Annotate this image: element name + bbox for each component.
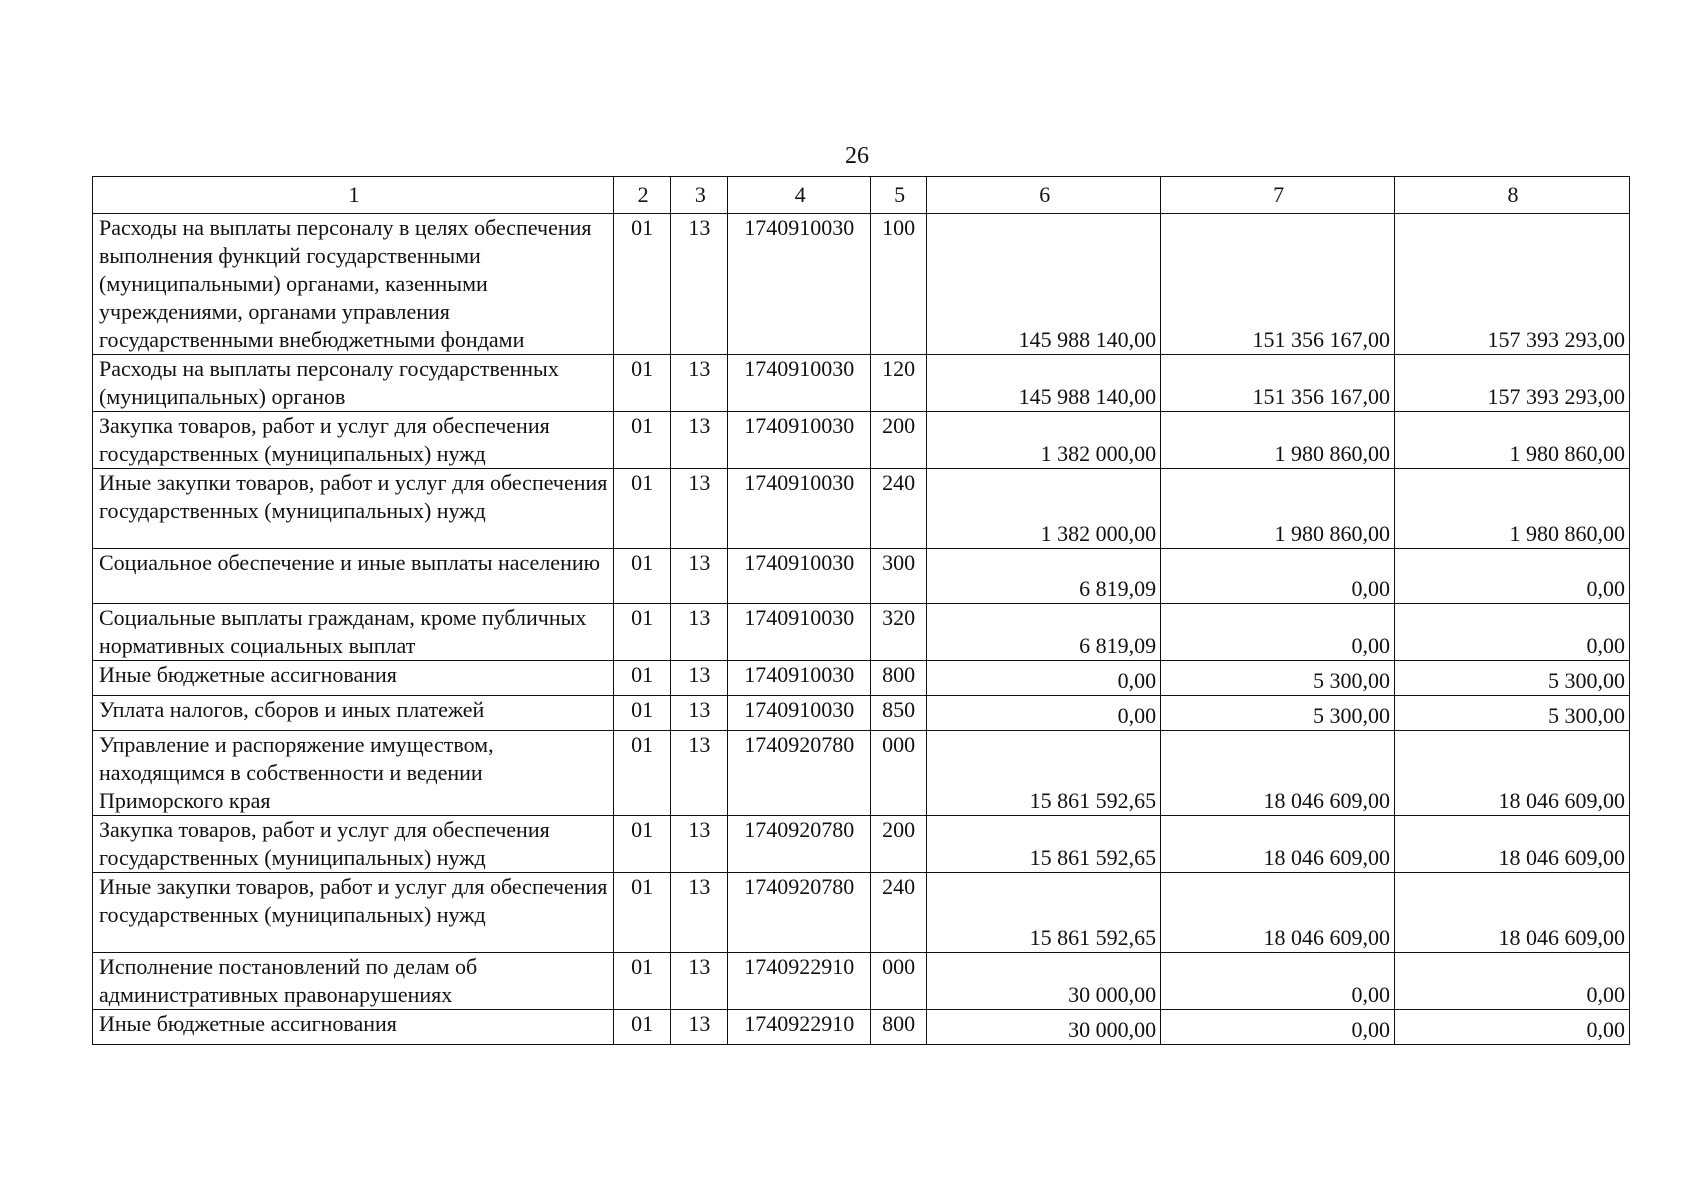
table-row [93,1010,1630,1045]
header-col-3: 3 [671,177,728,214]
header-col-8: 8 [1395,177,1630,214]
row-expense-type: 000 [871,953,927,1010]
row-name: Управление и распоряжение имуществом, находящимся в собственности и ведении Приморского края [93,731,614,816]
row-target-article: 1740922910 [728,1010,871,1045]
row-amount-6: 6 819,09 [927,604,1161,661]
row-section: 01 [614,873,671,953]
table-row [93,604,1630,661]
row-section: 01 [614,412,671,469]
row-amount-6: 30 000,00 [927,953,1161,1010]
header-col-1: 1 [93,177,614,214]
row-target-article: 1740910030 [728,214,871,355]
header-col-6: 6 [927,177,1161,214]
row-target-article: 1740920780 [728,816,871,873]
row-subsection: 13 [671,412,728,469]
row-amount-8: 18 046 609,00 [1395,873,1630,953]
row-section: 01 [614,1010,671,1045]
row-amount-8: 18 046 609,00 [1395,731,1630,816]
row-amount-8: 1 980 860,00 [1395,412,1630,469]
row-expense-type: 200 [871,816,927,873]
table-row [93,355,1630,412]
row-amount-6: 30 000,00 [927,1010,1161,1045]
row-amount-7: 0,00 [1161,549,1395,604]
row-section: 01 [614,549,671,604]
table-row [93,953,1630,1010]
row-subsection: 13 [671,953,728,1010]
row-target-article: 1740910030 [728,355,871,412]
row-target-article: 1740910030 [728,696,871,731]
row-section: 01 [614,469,671,549]
row-name: Иные закупки товаров, работ и услуг для обеспечения государственных (муниципальных) нужд [93,873,614,953]
row-section: 01 [614,953,671,1010]
row-expense-type: 800 [871,1010,927,1045]
row-subsection: 13 [671,731,728,816]
row-target-article: 1740910030 [728,412,871,469]
row-section: 01 [614,731,671,816]
row-amount-7: 5 300,00 [1161,661,1395,696]
row-name: Расходы на выплаты персоналу государственных (муниципальных) органов [93,355,614,412]
row-section: 01 [614,604,671,661]
table-row [93,696,1630,731]
row-expense-type: 300 [871,549,927,604]
row-amount-7: 0,00 [1161,953,1395,1010]
row-amount-8: 0,00 [1395,953,1630,1010]
row-target-article: 1740920780 [728,731,871,816]
row-amount-7: 151 356 167,00 [1161,214,1395,355]
row-section: 01 [614,355,671,412]
row-subsection: 13 [671,696,728,731]
row-subsection: 13 [671,549,728,604]
row-subsection: 13 [671,1010,728,1045]
row-subsection: 13 [671,604,728,661]
row-amount-8: 1 980 860,00 [1395,469,1630,549]
row-amount-7: 0,00 [1161,604,1395,661]
row-amount-8: 157 393 293,00 [1395,214,1630,355]
row-expense-type: 320 [871,604,927,661]
row-amount-8: 0,00 [1395,604,1630,661]
row-expense-type: 100 [871,214,927,355]
row-expense-type: 850 [871,696,927,731]
row-name: Закупка товаров, работ и услуг для обеспечения государственных (муниципальных) нужд [93,412,614,469]
row-amount-7: 151 356 167,00 [1161,355,1395,412]
row-subsection: 13 [671,355,728,412]
row-amount-6: 6 819,09 [927,549,1161,604]
table-row [93,214,1630,355]
row-target-article: 1740910030 [728,604,871,661]
row-subsection: 13 [671,469,728,549]
table-row [93,412,1630,469]
row-amount-6: 145 988 140,00 [927,355,1161,412]
row-amount-8: 0,00 [1395,1010,1630,1045]
row-subsection: 13 [671,816,728,873]
row-amount-7: 5 300,00 [1161,696,1395,731]
row-expense-type: 800 [871,661,927,696]
row-amount-6: 15 861 592,65 [927,873,1161,953]
row-amount-6: 0,00 [927,696,1161,731]
row-expense-type: 240 [871,873,927,953]
row-name: Расходы на выплаты персоналу в целях обеспечения выполнения функций государственными (муниципальными) органами, казенными учреждениями, органами управления государственными внебюджетными фондами [93,214,614,355]
row-name: Социальное обеспечение и иные выплаты населению [93,549,614,604]
row-target-article: 1740922910 [728,953,871,1010]
row-amount-7: 1 980 860,00 [1161,412,1395,469]
row-name: Исполнение постановлений по делам об административных правонарушениях [93,953,614,1010]
row-amount-6: 0,00 [927,661,1161,696]
row-amount-6: 15 861 592,65 [927,731,1161,816]
row-name: Иные закупки товаров, работ и услуг для обеспечения государственных (муниципальных) нужд [93,469,614,549]
row-name: Социальные выплаты гражданам, кроме публичных нормативных социальных выплат [93,604,614,661]
row-section: 01 [614,696,671,731]
row-expense-type: 240 [871,469,927,549]
row-expense-type: 200 [871,412,927,469]
row-amount-7: 18 046 609,00 [1161,816,1395,873]
table-row [93,549,1630,604]
header-row [93,177,1630,214]
row-amount-8: 157 393 293,00 [1395,355,1630,412]
row-amount-6: 1 382 000,00 [927,469,1161,549]
header-col-5: 5 [871,177,927,214]
row-target-article: 1740910030 [728,661,871,696]
table-row [93,661,1630,696]
row-amount-6: 15 861 592,65 [927,816,1161,873]
row-amount-7: 0,00 [1161,1010,1395,1045]
row-name: Закупка товаров, работ и услуг для обеспечения государственных (муниципальных) нужд [93,816,614,873]
row-name: Уплата налогов, сборов и иных платежей [93,696,614,731]
row-expense-type: 000 [871,731,927,816]
row-amount-8: 5 300,00 [1395,661,1630,696]
row-subsection: 13 [671,214,728,355]
row-amount-8: 0,00 [1395,549,1630,604]
row-amount-6: 1 382 000,00 [927,412,1161,469]
header-col-4: 4 [728,177,871,214]
row-amount-7: 18 046 609,00 [1161,731,1395,816]
table-row [93,469,1630,549]
table-row [93,731,1630,816]
row-name: Иные бюджетные ассигнования [93,661,614,696]
row-section: 01 [614,661,671,696]
row-section: 01 [614,214,671,355]
row-subsection: 13 [671,873,728,953]
table-row [93,873,1630,953]
header-col-2: 2 [614,177,671,214]
row-target-article: 1740920780 [728,873,871,953]
row-target-article: 1740910030 [728,469,871,549]
row-amount-7: 18 046 609,00 [1161,873,1395,953]
table-body [93,214,1630,1045]
row-amount-8: 5 300,00 [1395,696,1630,731]
row-amount-7: 1 980 860,00 [1161,469,1395,549]
page-number: 26 [845,143,869,169]
budget-table [92,176,1630,1045]
row-target-article: 1740910030 [728,549,871,604]
header-col-7: 7 [1161,177,1395,214]
row-name: Иные бюджетные ассигнования [93,1010,614,1045]
row-section: 01 [614,816,671,873]
table-row [93,816,1630,873]
row-amount-8: 18 046 609,00 [1395,816,1630,873]
row-subsection: 13 [671,661,728,696]
row-expense-type: 120 [871,355,927,412]
row-amount-6: 145 988 140,00 [927,214,1161,355]
